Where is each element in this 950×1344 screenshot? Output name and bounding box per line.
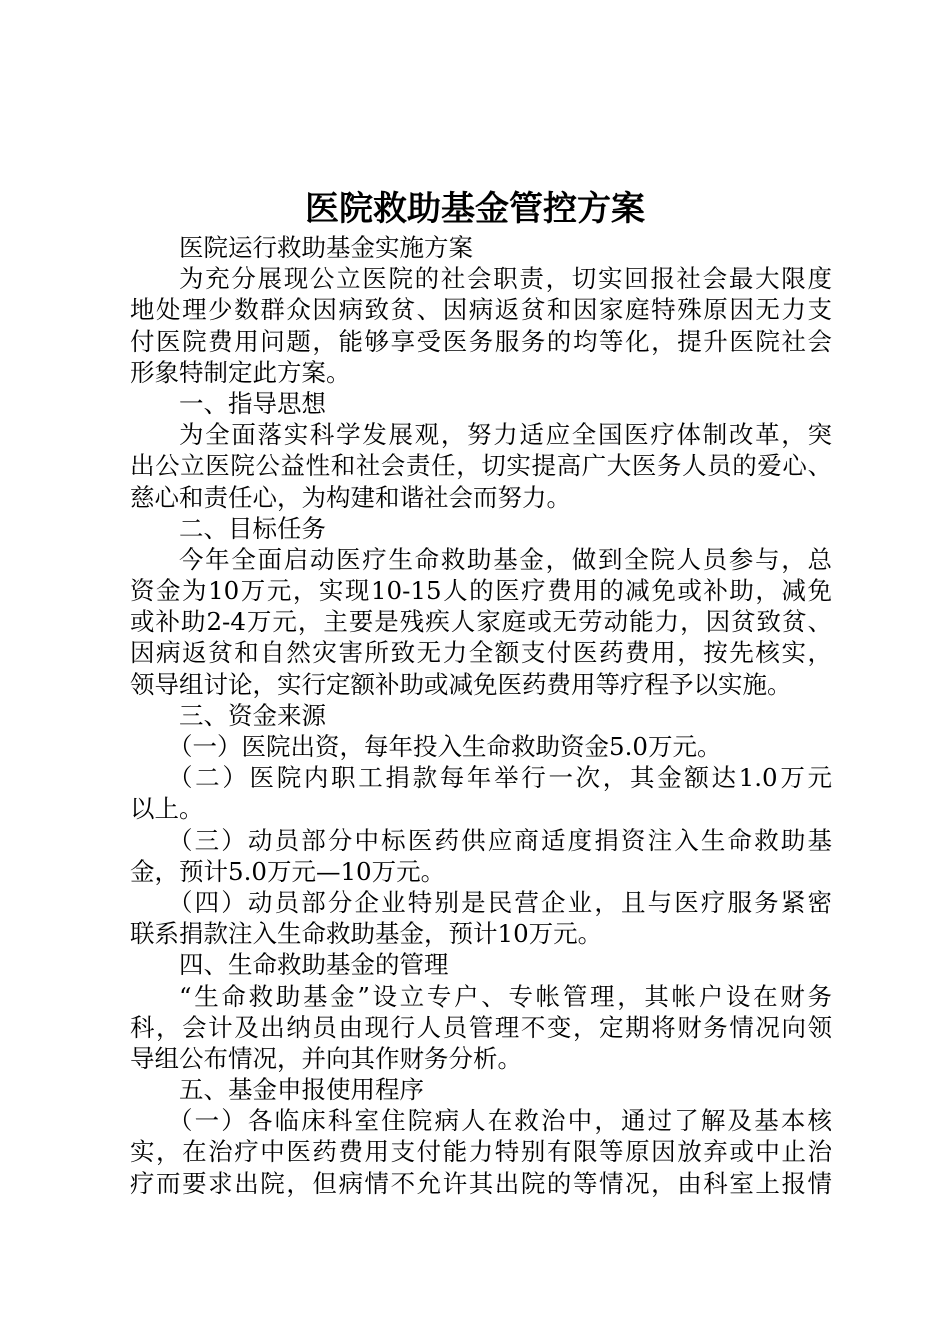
text-line: 领导组讨论，实行定额补助或减免医药费用等疗程予以实施。 [130, 669, 792, 699]
text-line: 科，会计及出纳员由现行人员管理不变，定期将财务情况向领 [130, 1012, 832, 1042]
text-line: 三、资金来源 [179, 700, 326, 730]
text-line: （三）动员部分中标医药供应商适度捐资注入生命救助基 [168, 825, 832, 855]
text-line: 形象特制定此方案。 [130, 357, 351, 387]
text-line: （二）医院内职工捐款每年举行一次，其金额达1.0万元 [168, 763, 832, 793]
text-line: 为全面落实科学发展观，努力适应全国医疗体制改革，突 [179, 420, 832, 450]
text-line: 或补助2-4万元，主要是残疾人家庭或无劳动能力，因贫致贫、 [130, 607, 832, 637]
text-line: 为充分展现公立医院的社会职责，切实回报社会最大限度 [179, 264, 832, 294]
text-line: 二、目标任务 [179, 513, 326, 543]
text-line: 今年全面启动医疗生命救助基金，做到全院人员参与，总 [179, 544, 832, 574]
text-line: 疗而要求出院，但病情不允许其出院的等情况，由科室上报情 [130, 1168, 832, 1198]
text-line: 五、基金申报使用程序 [179, 1075, 424, 1105]
text-line: 实，在治疗中医药费用支付能力特别有限等原因放弃或中止治 [130, 1137, 832, 1167]
text-line: 导组公布情况，并向其作财务分析。 [130, 1043, 522, 1073]
document-body [130, 232, 832, 1199]
document-title: 医院救助基金管控方案 [305, 189, 645, 229]
text-line: 出公立医院公益性和社会责任，切实提高广大医务人员的爱心、 [130, 451, 832, 481]
text-line: 慈心和责任心，为构建和谐社会而努力。 [130, 482, 571, 512]
text-line: 一、指导思想 [179, 388, 326, 418]
text-line: 以上。 [130, 794, 204, 824]
text-line: （四）动员部分企业特别是民营企业，且与医疗服务紧密 [168, 887, 832, 917]
text-line: （一）各临床科室住院病人在救治中，通过了解及基本核 [168, 1106, 832, 1136]
text-line: 资金为10万元，实现10-15人的医疗费用的减免或补助，减免 [130, 576, 832, 606]
text-line: 金，预计5.0万元—10万元。 [130, 856, 446, 886]
text-line: （一）医院出资，每年投入生命救助资金5.0万元。 [168, 732, 722, 761]
text-line: 四、生命救助基金的管理 [179, 950, 449, 980]
text-line: “生命救助基金”设立专户、专帐管理，其帐户设在财务 [179, 981, 832, 1011]
text-line: 联系捐款注入生命救助基金，预计10万元。 [130, 919, 603, 949]
text-line: 地处理少数群众因病致贫、因病返贫和因家庭特殊原因无力支 [130, 295, 832, 325]
text-line: 因病返贫和自然灾害所致无力全额支付医药费用，按先核实， [130, 638, 832, 668]
text-line: 付医院费用问题，能够享受医务服务的均等化，提升医院社会 [130, 326, 832, 356]
text-line: 医院运行救助基金实施方案 [179, 233, 473, 262]
